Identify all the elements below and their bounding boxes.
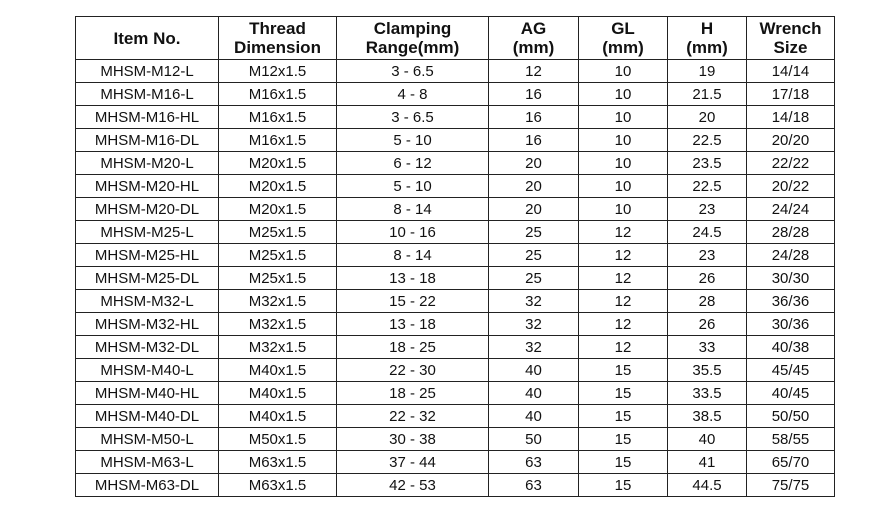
table-row: [76, 267, 835, 290]
cell-clamping-range: 10 - 16: [337, 221, 489, 244]
cell-clamping-range: 4 - 8: [337, 83, 489, 106]
cell-item-no: MHSM-M25-DL: [76, 267, 219, 290]
cell-h: 33: [668, 336, 747, 359]
table-row: [76, 290, 835, 313]
cell-thread-dimension: M16x1.5: [219, 83, 337, 106]
spec-table: [75, 16, 835, 497]
cell-wrench-size: 50/50: [747, 405, 835, 428]
cell-clamping-range: 22 - 32: [337, 405, 489, 428]
table-row: [76, 60, 835, 83]
cell-ag: 63: [489, 451, 579, 474]
cell-item-no: MHSM-M16-HL: [76, 106, 219, 129]
header-h: [668, 17, 747, 60]
header-h-line1: H: [700, 19, 714, 38]
cell-gl: 12: [579, 267, 668, 290]
cell-thread-dimension: M63x1.5: [219, 451, 337, 474]
cell-ag: 25: [489, 221, 579, 244]
cell-h: 22.5: [668, 175, 747, 198]
cell-clamping-range: 18 - 25: [337, 382, 489, 405]
cell-gl: 12: [579, 244, 668, 267]
table-row: [76, 336, 835, 359]
cell-item-no: MHSM-M16-L: [76, 83, 219, 106]
cell-gl: 10: [579, 83, 668, 106]
header-ag: [489, 17, 579, 60]
cell-clamping-range: 8 - 14: [337, 198, 489, 221]
table-row: [76, 244, 835, 267]
cell-clamping-range: 13 - 18: [337, 313, 489, 336]
cell-h: 26: [668, 267, 747, 290]
cell-h: 23.5: [668, 152, 747, 175]
cell-wrench-size: 24/28: [747, 244, 835, 267]
header-wrench-size: [747, 17, 835, 60]
cell-h: 20: [668, 106, 747, 129]
cell-gl: 12: [579, 290, 668, 313]
cell-item-no: MHSM-M63-DL: [76, 474, 219, 497]
cell-gl: 10: [579, 60, 668, 83]
table-row: [76, 152, 835, 175]
header-ag-line2: (mm): [512, 38, 555, 57]
cell-thread-dimension: M32x1.5: [219, 290, 337, 313]
header-h-line2: (mm): [686, 38, 728, 57]
cell-gl: 12: [579, 221, 668, 244]
table-row: [76, 451, 835, 474]
cell-item-no: MHSM-M25-L: [76, 221, 219, 244]
cell-clamping-range: 3 - 6.5: [337, 106, 489, 129]
cell-thread-dimension: M25x1.5: [219, 221, 337, 244]
cell-h: 22.5: [668, 129, 747, 152]
cell-item-no: MHSM-M25-HL: [76, 244, 219, 267]
cell-h: 40: [668, 428, 747, 451]
cell-wrench-size: 20/22: [747, 175, 835, 198]
table-row: [76, 405, 835, 428]
cell-wrench-size: 30/36: [747, 313, 835, 336]
cell-item-no: MHSM-M40-DL: [76, 405, 219, 428]
header-thread-dimension: [219, 17, 337, 60]
cell-gl: 15: [579, 405, 668, 428]
table-row: [76, 359, 835, 382]
cell-gl: 15: [579, 451, 668, 474]
cell-wrench-size: 20/20: [747, 129, 835, 152]
cell-wrench-size: 36/36: [747, 290, 835, 313]
cell-ag: 40: [489, 405, 579, 428]
cell-thread-dimension: M40x1.5: [219, 382, 337, 405]
cell-wrench-size: 28/28: [747, 221, 835, 244]
cell-wrench-size: 58/55: [747, 428, 835, 451]
cell-gl: 15: [579, 474, 668, 497]
cell-h: 33.5: [668, 382, 747, 405]
cell-ag: 40: [489, 359, 579, 382]
cell-wrench-size: 40/45: [747, 382, 835, 405]
cell-item-no: MHSM-M32-DL: [76, 336, 219, 359]
header-gl: [579, 17, 668, 60]
table-row: [76, 428, 835, 451]
cell-gl: 10: [579, 152, 668, 175]
table-row: [76, 474, 835, 497]
header-ag-line1: AG: [520, 19, 547, 38]
cell-item-no: MHSM-M20-L: [76, 152, 219, 175]
cell-item-no: MHSM-M40-L: [76, 359, 219, 382]
cell-thread-dimension: M32x1.5: [219, 336, 337, 359]
table-row: [76, 83, 835, 106]
header-thread-dimension-line1: Thread: [249, 19, 306, 38]
header-wrench-size-line2: Size: [773, 38, 808, 57]
header-thread-dimension-line2: Dimension: [234, 38, 321, 57]
cell-thread-dimension: M16x1.5: [219, 106, 337, 129]
cell-ag: 20: [489, 175, 579, 198]
cell-item-no: MHSM-M16-DL: [76, 129, 219, 152]
cell-thread-dimension: M50x1.5: [219, 428, 337, 451]
cell-ag: 63: [489, 474, 579, 497]
cell-item-no: MHSM-M32-L: [76, 290, 219, 313]
table-body: [76, 60, 835, 497]
header-row: [76, 17, 835, 60]
cell-wrench-size: 22/22: [747, 152, 835, 175]
cell-thread-dimension: M20x1.5: [219, 175, 337, 198]
cell-h: 44.5: [668, 474, 747, 497]
cell-item-no: MHSM-M40-HL: [76, 382, 219, 405]
cell-ag: 16: [489, 83, 579, 106]
cell-wrench-size: 24/24: [747, 198, 835, 221]
cell-ag: 32: [489, 290, 579, 313]
cell-clamping-range: 5 - 10: [337, 129, 489, 152]
cell-gl: 15: [579, 428, 668, 451]
cell-ag: 25: [489, 244, 579, 267]
header-clamping-range: [337, 17, 489, 60]
cell-ag: 32: [489, 313, 579, 336]
cell-clamping-range: 6 - 12: [337, 152, 489, 175]
cell-ag: 50: [489, 428, 579, 451]
cell-ag: 40: [489, 382, 579, 405]
cell-thread-dimension: M16x1.5: [219, 129, 337, 152]
cell-thread-dimension: M25x1.5: [219, 267, 337, 290]
cell-clamping-range: 5 - 10: [337, 175, 489, 198]
cell-h: 24.5: [668, 221, 747, 244]
cell-gl: 10: [579, 106, 668, 129]
cell-wrench-size: 40/38: [747, 336, 835, 359]
cell-wrench-size: 45/45: [747, 359, 835, 382]
header-item-no-line1: Item No.: [113, 28, 181, 48]
header-gl-line2: (mm): [602, 38, 644, 57]
table-row: [76, 198, 835, 221]
cell-wrench-size: 14/14: [747, 60, 835, 83]
header-clamping-range-line1: Clamping: [373, 19, 452, 38]
cell-h: 21.5: [668, 83, 747, 106]
cell-clamping-range: 13 - 18: [337, 267, 489, 290]
cell-wrench-size: 75/75: [747, 474, 835, 497]
cell-thread-dimension: M32x1.5: [219, 313, 337, 336]
cell-clamping-range: 42 - 53: [337, 474, 489, 497]
cell-item-no: MHSM-M32-HL: [76, 313, 219, 336]
cell-item-no: MHSM-M12-L: [76, 60, 219, 83]
cell-h: 35.5: [668, 359, 747, 382]
cell-gl: 12: [579, 336, 668, 359]
cell-thread-dimension: M20x1.5: [219, 198, 337, 221]
table-row: [76, 175, 835, 198]
cell-gl: 10: [579, 198, 668, 221]
cell-wrench-size: 65/70: [747, 451, 835, 474]
cell-clamping-range: 18 - 25: [337, 336, 489, 359]
cell-gl: 10: [579, 129, 668, 152]
cell-h: 38.5: [668, 405, 747, 428]
table-row: [76, 382, 835, 405]
cell-item-no: MHSM-M20-HL: [76, 175, 219, 198]
cell-clamping-range: 30 - 38: [337, 428, 489, 451]
header-item-no: [76, 17, 219, 60]
table-row: [76, 129, 835, 152]
cell-h: 23: [668, 244, 747, 267]
header-wrench-size-line1: Wrench: [759, 19, 822, 38]
cell-thread-dimension: M20x1.5: [219, 152, 337, 175]
cell-thread-dimension: M12x1.5: [219, 60, 337, 83]
table-row: [76, 313, 835, 336]
cell-clamping-range: 22 - 30: [337, 359, 489, 382]
cell-h: 28: [668, 290, 747, 313]
table-row: [76, 221, 835, 244]
header-gl-line1: GL: [611, 19, 635, 38]
cell-ag: 32: [489, 336, 579, 359]
cell-clamping-range: 3 - 6.5: [337, 60, 489, 83]
cell-h: 26: [668, 313, 747, 336]
cell-ag: 12: [489, 60, 579, 83]
cell-ag: 16: [489, 129, 579, 152]
cell-thread-dimension: M63x1.5: [219, 474, 337, 497]
cell-clamping-range: 37 - 44: [337, 451, 489, 474]
cell-thread-dimension: M25x1.5: [219, 244, 337, 267]
cell-wrench-size: 17/18: [747, 83, 835, 106]
cell-ag: 20: [489, 198, 579, 221]
cell-h: 41: [668, 451, 747, 474]
cell-item-no: MHSM-M63-L: [76, 451, 219, 474]
cell-gl: 15: [579, 359, 668, 382]
cell-item-no: MHSM-M50-L: [76, 428, 219, 451]
cell-ag: 20: [489, 152, 579, 175]
cell-ag: 25: [489, 267, 579, 290]
cell-gl: 15: [579, 382, 668, 405]
header-clamping-range-line2: Range(mm): [365, 38, 460, 57]
cell-gl: 12: [579, 313, 668, 336]
cell-item-no: MHSM-M20-DL: [76, 198, 219, 221]
cell-wrench-size: 30/30: [747, 267, 835, 290]
cell-clamping-range: 15 - 22: [337, 290, 489, 313]
cell-thread-dimension: M40x1.5: [219, 405, 337, 428]
cell-gl: 10: [579, 175, 668, 198]
cell-thread-dimension: M40x1.5: [219, 359, 337, 382]
cell-wrench-size: 14/18: [747, 106, 835, 129]
table-row: [76, 106, 835, 129]
cell-h: 23: [668, 198, 747, 221]
cell-clamping-range: 8 - 14: [337, 244, 489, 267]
cell-ag: 16: [489, 106, 579, 129]
cell-h: 19: [668, 60, 747, 83]
